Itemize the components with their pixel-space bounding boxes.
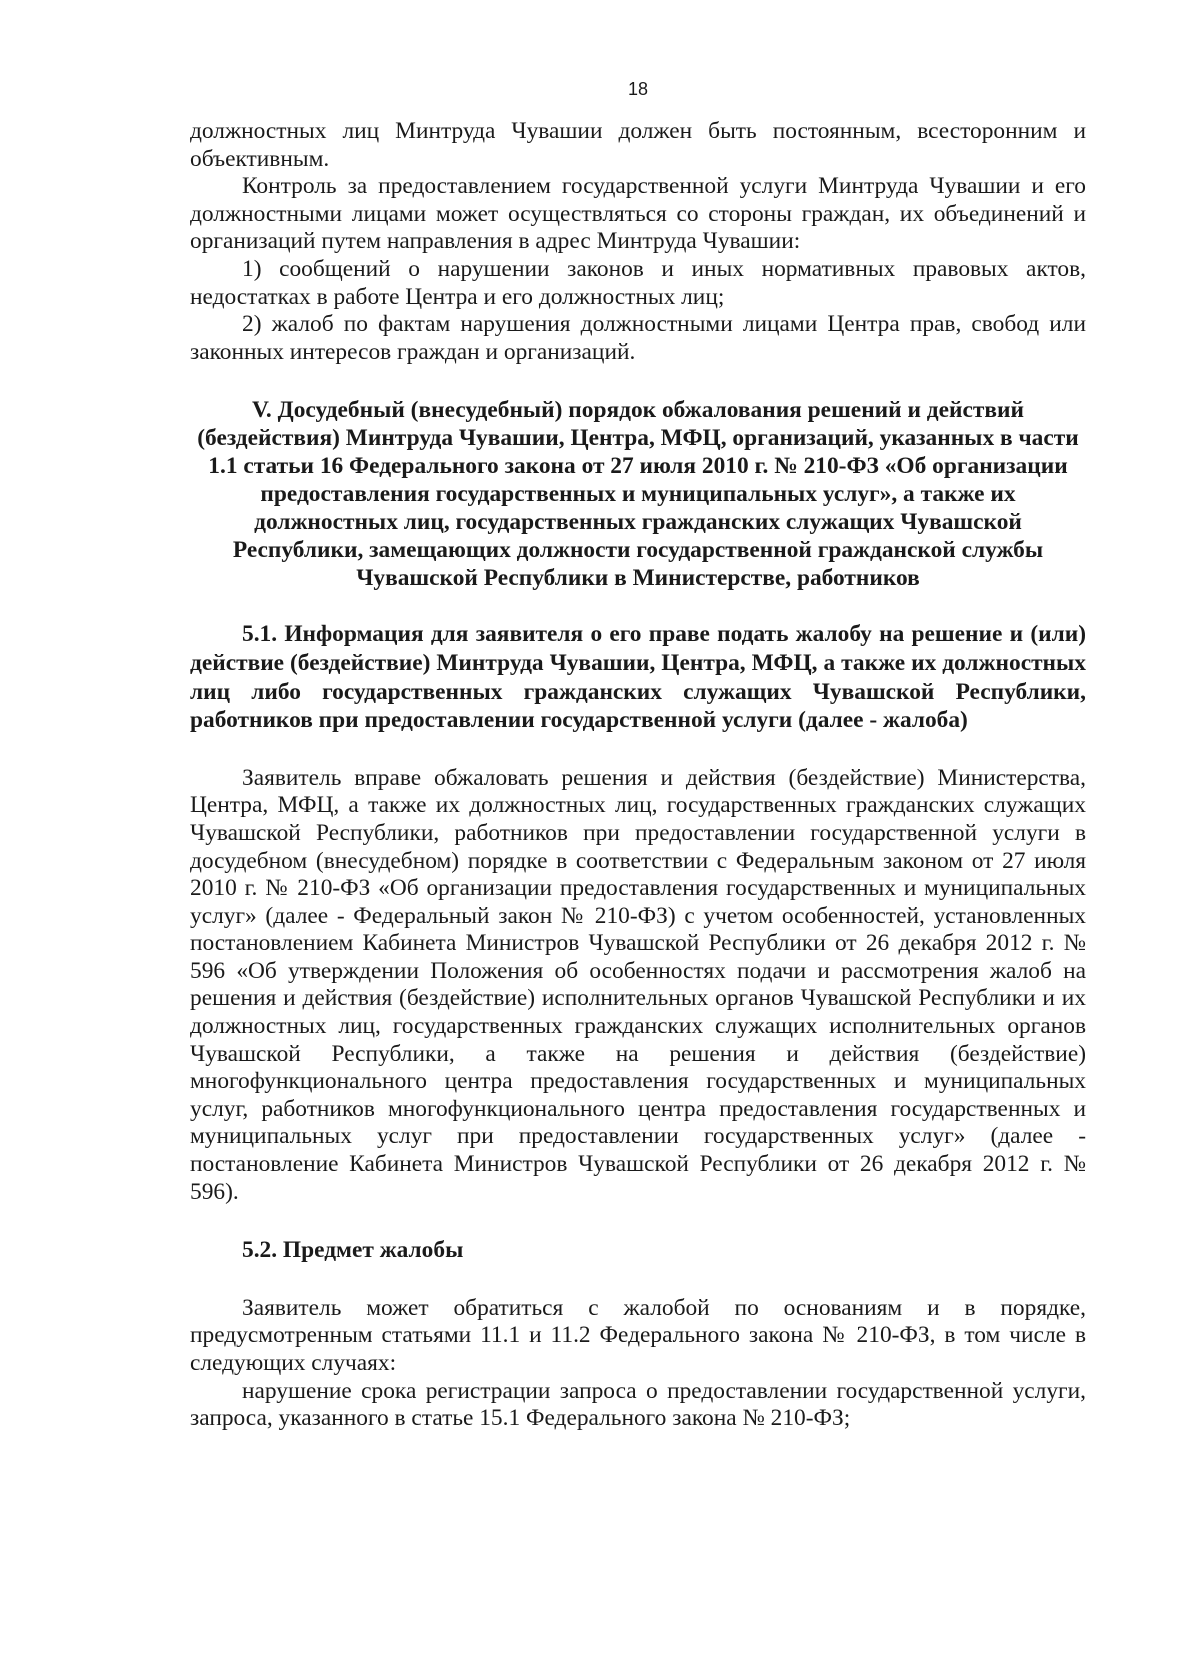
page-number: 18 <box>627 79 649 99</box>
document-page <box>190 78 1086 1433</box>
subsection-5-2-paragraph-1: Заявитель может обратиться с жалобой по основаниям и в порядке, предусмотренным статьями 11.1 и 11.2 Федерального закона № 210-ФЗ, в том числе в следующих случаях: <box>190 1294 1086 1376</box>
section-v-title: V. Досудебный (внесудебный) порядок обжалования решений и действий (бездействия) Минтруда Чувашии, Центра, МФЦ, организаций, указанных в части 1.1 статьи 16 Федерального закона от 27 июля 2010 г. № 210-ФЗ «Об организации предоставления государственных и муниципальных услуг», а также их должностных лиц, государственных гражданских служащих Чувашской Республики, замещающих должности государственной гражданской службы Чувашской Республики в Министерстве, работников <box>197 397 1079 592</box>
list-item-1: 1) сообщений о нарушении законов и иных нормативных правовых актов, недостатках в работе Центра и его должностных лиц; <box>190 255 1086 310</box>
subsection-5-2-paragraph-2: нарушение срока регистрации запроса о предоставлении государственной услуги, запроса, указанного в статье 15.1 Федерального закона № 210-ФЗ; <box>190 1377 1086 1432</box>
paragraph-control: Контроль за предоставлением государственной услуги Минтруда Чувашии и его должностными лицами может осуществляться со стороны граждан, их объединений и организаций путем направления в адрес Минтруда Чувашии: <box>190 173 1086 255</box>
list-item-2: 2) жалоб по фактам нарушения должностными лицами Центра прав, свобод или законных интересов граждан и организаций. <box>190 311 1086 365</box>
subsection-5-1-title: 5.1. Информация для заявителя о его праве подать жалобу на решение и (или) действие (бездействие) Минтруда Чувашии, Центра, МФЦ, а также их должностных лиц либо государственных гражданских служащих Чувашской Республики, работников при предоставлении государственной услуги (далее - жалоба) <box>190 621 1086 734</box>
subsection-5-2-title: 5.2. Предмет жалобы <box>242 1237 464 1264</box>
subsection-5-1-text: Заявитель вправе обжаловать решения и действия (бездействие) Министерства, Центра, МФЦ, а также их должностных лиц, государственных гражданских служащих Чувашской Республики, работников при предоставлении государственной услуги в досудебном (внесудебном) порядке в соответствии с Федеральным законом от 27 июля 2010 г. № 210-ФЗ «Об организации предоставления государственных и муниципальных услуг» (далее - Федеральный закон № 210-ФЗ) с учетом особенностей, установленных постановлением Кабинета Министров Чувашской Республики от 26 декабря 2012 г. № 596 «Об утверждении Положения об особенностях подачи и рассмотрения жалоб на решения и действия (бездействие) исполнительных органов Чувашской Республики и их должностных лиц, государственных гражданских служащих исполнительных органов Чувашской Республики, а также на решения и действия (бездействие) многофункционального центра предоставления государственных и муниципальных услуг, работников многофункционального центра предоставления государственных и муниципальных услуг при предоставлении государственных услуг» (далее - постановление Кабинета Министров Чувашской Республики от 26 декабря 2012 г. № 596). <box>190 764 1086 1205</box>
paragraph-continuation: должностных лиц Минтруда Чувашии должен быть постоянным, всесторонним и объективным. <box>190 118 1086 172</box>
